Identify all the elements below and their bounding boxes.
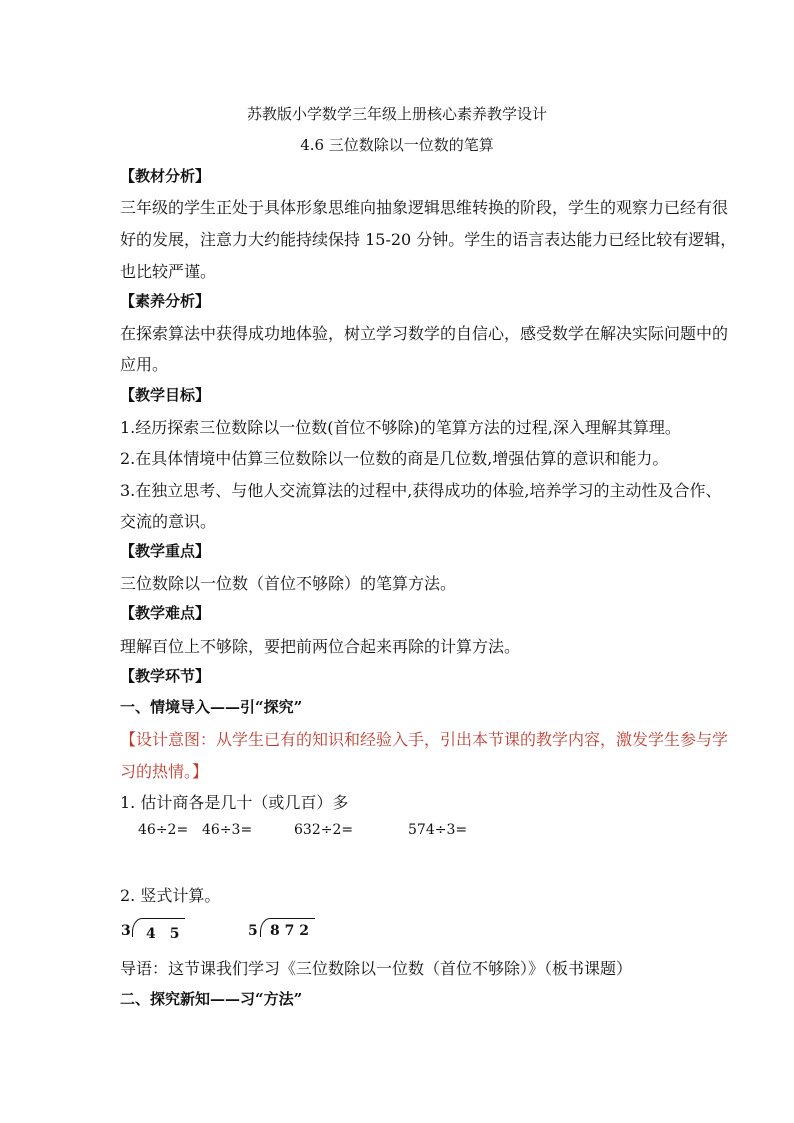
paragraph-line: 三年级的学生正处于具体形象思维向抽象逻辑思维转换的阶段，学生的观察力已经有很 bbox=[120, 198, 729, 217]
design-intent-line: 【设计意图：从学生已有的知识和经验入手，引出本节课的教学内容，激发学生参与学 bbox=[120, 730, 729, 749]
design-intent-line: 习的热情。】 bbox=[120, 762, 209, 781]
division-divisor: 3 bbox=[121, 923, 131, 939]
exercise-expression: 632÷2= bbox=[294, 822, 354, 838]
doc-subtitle: 4.6 三位数除以一位数的笔算 bbox=[300, 136, 494, 154]
paragraph-line: 应用。 bbox=[120, 355, 169, 374]
question-estimate: 1. 估计商各是几十（或几百）多 bbox=[120, 793, 349, 812]
exercise-expression: 46÷2= bbox=[138, 822, 189, 838]
paragraph-line: 在探索算法中获得成功地体验，树立学习数学的自信心，感受数学在解决实际问题中的 bbox=[120, 324, 729, 343]
paragraph-line: 理解百位上不够除，要把前两位合起来再除的计算方法。 bbox=[120, 637, 521, 656]
paragraph-line: 好的发展，注意力大约能持续保持 15-20 分钟。学生的语言表达能力已经比较有逻辑， bbox=[120, 230, 737, 249]
division-dividend: 8 7 2 bbox=[270, 923, 309, 939]
section-heading-key-points: 【教学重点】 bbox=[120, 542, 211, 560]
part-heading-introduction: 一、情境导入——引“探究” bbox=[120, 698, 303, 716]
division-dividend: 4 5 bbox=[146, 926, 180, 942]
section-heading-literacy-analysis: 【素养分析】 bbox=[120, 292, 211, 310]
section-heading-teaching-goals: 【教学目标】 bbox=[120, 386, 211, 404]
paragraph-line: 1.经历探索三位数除以一位数(首位不够除)的笔算方法的过程,深入理解其算理。 bbox=[120, 418, 681, 437]
exercise-expression: 574÷3= bbox=[408, 822, 468, 838]
section-heading-textbook-analysis: 【教材分析】 bbox=[120, 167, 211, 185]
paragraph-line: 2.在具体情境中估算三位数除以一位数的商是几位数,增强估算的意识和能力。 bbox=[120, 449, 669, 468]
section-heading-difficulties: 【教学难点】 bbox=[120, 604, 211, 622]
section-heading-teaching-steps: 【教学环节】 bbox=[120, 667, 211, 685]
paragraph-line: 也比较严谨。 bbox=[120, 262, 217, 281]
paragraph-line: 3.在独立思考、与他人交流算法的过程中,获得成功的体验,培养学习的主动性及合作、 bbox=[120, 481, 722, 500]
lead-in-text: 导语：这节课我们学习《三位数除以一位数（首位不够除）》（板书课题） bbox=[120, 959, 633, 978]
paragraph-line: 交流的意识。 bbox=[120, 512, 217, 531]
exercise-expression: 46÷3= bbox=[202, 822, 253, 838]
question-vertical-calc: 2. 竖式计算。 bbox=[120, 886, 221, 905]
division-divisor: 5 bbox=[248, 923, 258, 939]
paragraph-line: 三位数除以一位数（首位不够除）的笔算方法。 bbox=[120, 574, 457, 593]
part-heading-explore: 二、探究新知——习“方法” bbox=[120, 990, 303, 1008]
doc-title: 苏教版小学数学三年级上册核心素养教学设计 bbox=[246, 105, 547, 123]
